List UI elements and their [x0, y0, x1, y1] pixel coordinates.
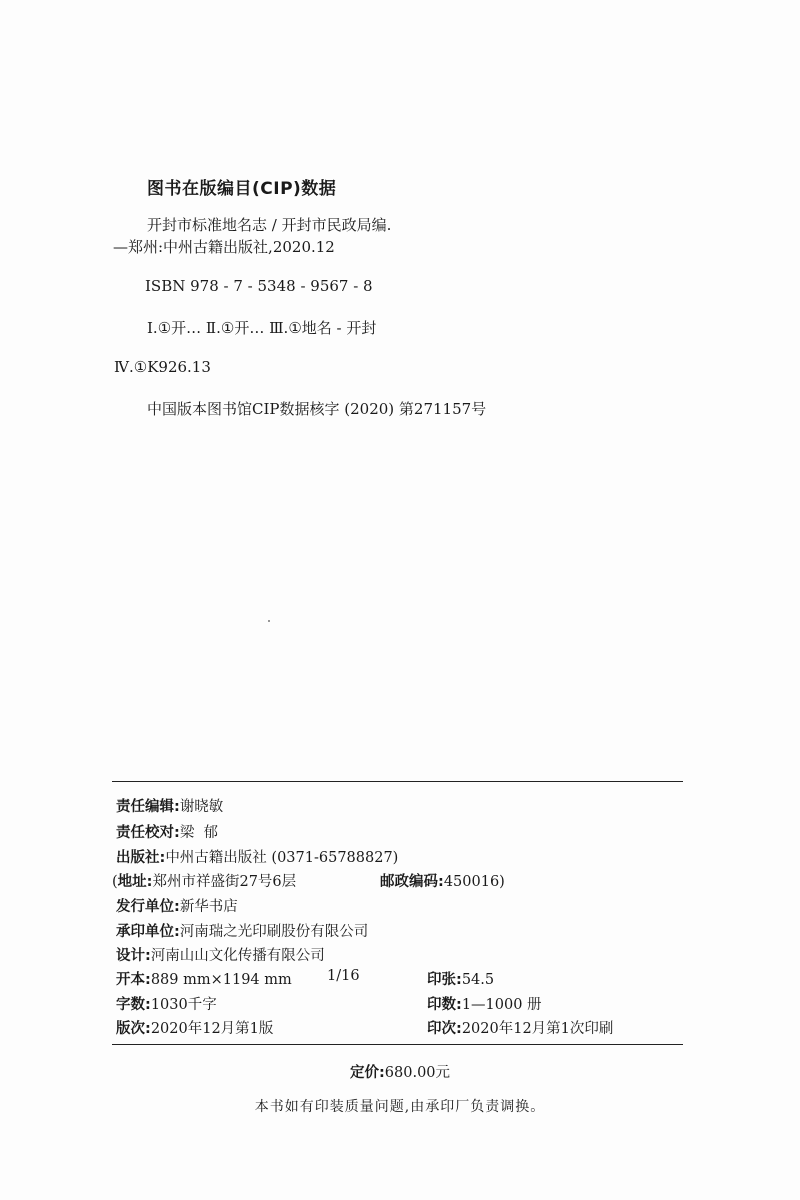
cip-classification-code: Ⅳ.①K926.13 [114, 358, 211, 376]
edition-label: 版次: [116, 1021, 151, 1037]
price-value: 680.00元 [384, 1065, 451, 1081]
proofreader-label: 责任校对: [116, 825, 180, 841]
impression-label: 印次: [427, 1021, 462, 1037]
address-open-paren: ( [112, 874, 118, 890]
cip-data-number: 中国版本图书馆CIP数据核字 (2020) 第271157号 [147, 400, 487, 418]
address-value: 郑州市祥盛街27号6层 [152, 874, 297, 890]
format-value: 889 mm×1194 mm [150, 972, 292, 988]
distributor-value: 新华书店 [179, 899, 238, 915]
top-divider [112, 781, 683, 782]
postcode-label: 邮政编码: [380, 874, 444, 890]
editor-row [116, 795, 223, 816]
printer-row [116, 920, 368, 941]
sheets-label: 印张: [427, 972, 462, 988]
print-run-label: 印数: [427, 997, 462, 1013]
impression-value: 2020年12月第1次印刷 [461, 1021, 614, 1037]
distributor-row [116, 895, 238, 916]
quality-notice: 本书如有印装质量问题,由承印厂负责调换。 [254, 1099, 546, 1115]
format-label: 开本: [116, 972, 151, 988]
word-count-value: 1030千字 [150, 997, 217, 1013]
price-label: 定价: [349, 1065, 385, 1081]
word-count-label: 字数: [116, 997, 151, 1013]
edition-value: 2020年12月第1版 [150, 1021, 274, 1037]
speck [268, 620, 270, 622]
publisher-label: 出版社: [116, 850, 166, 866]
design-row [116, 944, 325, 965]
proofreader-row [116, 821, 218, 842]
editor-value: 谢晓敏 [179, 799, 224, 815]
sheets-row [427, 968, 494, 989]
print-run-row [427, 993, 542, 1014]
edition-row [116, 1017, 273, 1038]
cip-book-title: 开封市标准地名志 / 开封市民政局编. [147, 216, 392, 234]
format-fraction: 1/16 [327, 968, 360, 984]
cip-isbn: ISBN 978 - 7 - 5348 - 9567 - 8 [145, 277, 373, 295]
proofreader-value: 梁 郁 [179, 825, 219, 841]
format-row [116, 968, 292, 989]
postcode-value: 450016) [443, 874, 505, 890]
price-row [0, 1061, 800, 1082]
sheets-value: 54.5 [461, 972, 495, 988]
word-count-row [116, 993, 217, 1014]
print-run-value: 1—1000 册 [461, 997, 542, 1013]
address-row [112, 870, 296, 891]
cip-title: 图书在版编目(CIP)数据 [147, 179, 337, 199]
design-value: 河南山山文化传播有限公司 [150, 948, 325, 964]
printer-label: 承印单位: [116, 924, 180, 940]
design-label: 设计: [116, 948, 151, 964]
postcode-row [380, 870, 505, 891]
impression-row [427, 1017, 613, 1038]
printer-value: 河南瑞之光印刷股份有限公司 [179, 924, 369, 940]
publisher-row [116, 846, 398, 867]
distributor-label: 发行单位: [116, 899, 180, 915]
cip-classification: Ⅰ.①开… Ⅱ.①开… Ⅲ.①地名 - 开封 [147, 319, 377, 337]
publisher-value: 中州古籍出版社 (0371-65788827) [165, 850, 399, 866]
address-label: 地址: [117, 874, 153, 890]
editor-label: 责任编辑: [116, 799, 180, 815]
bottom-divider [112, 1044, 683, 1045]
cip-publisher-line: —郑州:中州古籍出版社,2020.12 [113, 238, 335, 256]
